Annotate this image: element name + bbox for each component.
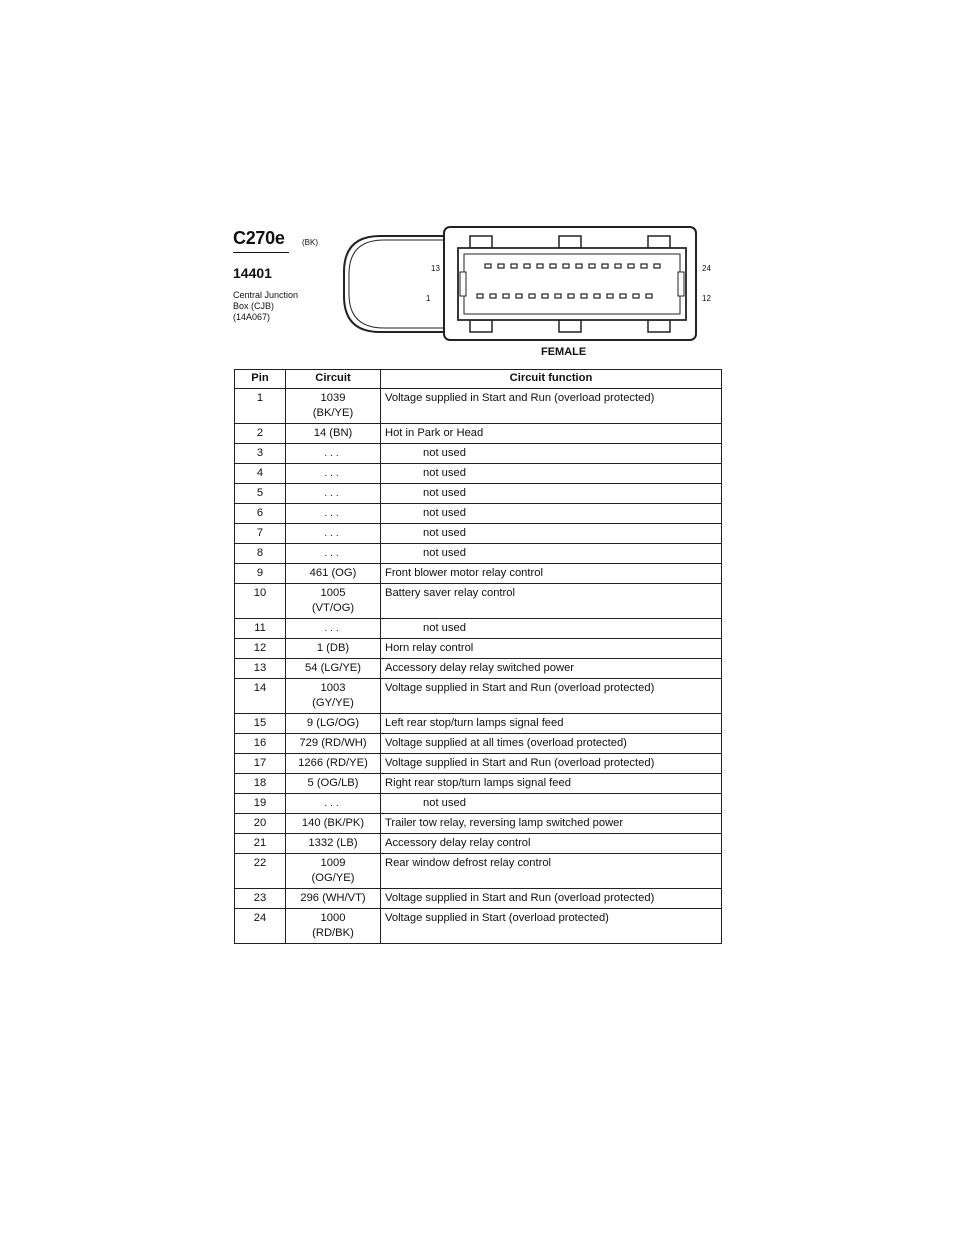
pin-label-13: 13 <box>431 264 440 273</box>
circuit-function: not used <box>381 504 722 524</box>
pin-number: 3 <box>235 444 286 464</box>
pin-number: 9 <box>235 564 286 584</box>
circuit-function: not used <box>381 524 722 544</box>
circuit-text: 729 (RD/WH) <box>299 737 367 749</box>
pin-number: 6 <box>235 504 286 524</box>
table-row <box>235 909 722 944</box>
table-row <box>235 679 722 714</box>
header-circuit: Circuit <box>286 370 381 389</box>
pin-number: 18 <box>235 774 286 794</box>
circuit-function: not used <box>381 484 722 504</box>
table-row <box>235 889 722 909</box>
pin-number: 1 <box>235 389 286 424</box>
circuit-text: (VT/OG) <box>311 602 355 614</box>
table-row <box>235 504 722 524</box>
circuit-cell <box>286 424 381 444</box>
circuit-text: ... <box>324 798 342 809</box>
circuit-cell <box>286 464 381 484</box>
circuit-cell <box>286 774 381 794</box>
circuit-function: Accessory delay relay control <box>381 834 722 854</box>
circuit-text: ... <box>324 623 342 634</box>
table-row <box>235 794 722 814</box>
table-row <box>235 544 722 564</box>
table-row <box>235 464 722 484</box>
circuit-function: Voltage supplied in Start and Run (overload protected) <box>381 389 722 424</box>
part-number: 14401 <box>233 265 272 281</box>
circuit-text: 14 (BN) <box>313 427 353 439</box>
pin-number: 16 <box>235 734 286 754</box>
circuit-cell <box>286 484 381 504</box>
circuit-text: ... <box>324 468 342 479</box>
table-row <box>235 659 722 679</box>
circuit-text: (GY/YE) <box>312 697 354 709</box>
pin-number: 15 <box>235 714 286 734</box>
description-line: Central Junction <box>233 290 299 300</box>
description-line: Box (CJB) <box>233 301 275 311</box>
circuit-cell <box>286 714 381 734</box>
circuit-function: Front blower motor relay control <box>381 564 722 584</box>
circuit-function: Rear window defrost relay control <box>381 854 722 889</box>
circuit-cell <box>286 854 381 889</box>
circuit-function: not used <box>381 619 722 639</box>
pin-number: 2 <box>235 424 286 444</box>
table-row <box>235 814 722 834</box>
circuit-function: Voltage supplied in Start and Run (overload protected) <box>381 889 722 909</box>
circuit-text: 5 (OG/LB) <box>307 777 359 789</box>
circuit-function: not used <box>381 464 722 484</box>
table-row <box>235 834 722 854</box>
circuit-text: 1332 (LB) <box>308 837 358 849</box>
circuit-text: 1039 <box>320 392 346 404</box>
circuit-text: (OG/YE) <box>311 872 355 884</box>
table-row <box>235 754 722 774</box>
circuit-cell <box>286 814 381 834</box>
circuit-cell <box>286 544 381 564</box>
circuit-cell <box>286 389 381 424</box>
circuit-text: 461 (OG) <box>309 567 357 579</box>
pin-number: 14 <box>235 679 286 714</box>
circuit-function: Trailer tow relay, reversing lamp switched power <box>381 814 722 834</box>
pin-label-1: 1 <box>426 294 431 303</box>
table-row <box>235 444 722 464</box>
circuit-cell <box>286 444 381 464</box>
connector-header <box>233 228 343 322</box>
circuit-function: Right rear stop/turn lamps signal feed <box>381 774 722 794</box>
pin-number: 12 <box>235 639 286 659</box>
circuit-function: Left rear stop/turn lamps signal feed <box>381 714 722 734</box>
circuit-cell <box>286 619 381 639</box>
pin-number: 22 <box>235 854 286 889</box>
circuit-text: 1266 (RD/YE) <box>298 757 368 769</box>
circuit-function: Hot in Park or Head <box>381 424 722 444</box>
circuit-function: Voltage supplied in Start and Run (overload protected) <box>381 754 722 774</box>
connector-housing-tab <box>344 236 444 332</box>
circuit-cell <box>286 794 381 814</box>
pinout-table <box>234 369 722 944</box>
circuit-function: Voltage supplied at all times (overload protected) <box>381 734 722 754</box>
circuit-text: 54 (LG/YE) <box>305 662 361 674</box>
circuit-text: 296 (WH/VT) <box>300 892 366 904</box>
circuit-cell <box>286 524 381 544</box>
description-line: (14A067) <box>233 312 271 322</box>
pinout-table-body <box>235 389 722 944</box>
circuit-text: 9 (LG/OG) <box>306 717 360 729</box>
circuit-cell <box>286 564 381 584</box>
circuit-function: Voltage supplied in Start (overload protected) <box>381 909 722 944</box>
circuit-function: not used <box>381 544 722 564</box>
table-row <box>235 854 722 889</box>
connector-gender-label: FEMALE <box>541 346 587 358</box>
circuit-text: (RD/BK) <box>312 927 354 939</box>
table-row <box>235 524 722 544</box>
circuit-text: ... <box>324 548 342 559</box>
circuit-text: ... <box>324 528 342 539</box>
pin-number: 7 <box>235 524 286 544</box>
pin-number: 5 <box>235 484 286 504</box>
circuit-cell <box>286 834 381 854</box>
circuit-text: 1003 <box>320 682 346 694</box>
connector-id: C270e <box>233 228 285 248</box>
connector-cavity <box>458 248 686 320</box>
circuit-cell <box>286 639 381 659</box>
connector-description <box>233 290 298 323</box>
circuit-function: not used <box>381 794 722 814</box>
circuit-function: Voltage supplied in Start and Run (overload protected) <box>381 679 722 714</box>
pin-number: 19 <box>235 794 286 814</box>
circuit-text: ... <box>324 488 342 499</box>
pin-number: 4 <box>235 464 286 484</box>
circuit-function: Horn relay control <box>381 639 722 659</box>
circuit-cell <box>286 659 381 679</box>
circuit-text: ... <box>324 448 342 459</box>
table-row <box>235 774 722 794</box>
table-row <box>235 619 722 639</box>
connector-id-underline <box>233 252 289 253</box>
circuit-text: 1009 <box>320 857 346 869</box>
circuit-text: (BK/YE) <box>312 407 354 419</box>
table-row <box>235 639 722 659</box>
pin-number: 11 <box>235 619 286 639</box>
connector-color: (BK) <box>302 238 318 247</box>
circuit-cell <box>286 734 381 754</box>
circuit-cell <box>286 679 381 714</box>
circuit-text: ... <box>324 508 342 519</box>
circuit-text: 1000 <box>320 912 346 924</box>
table-row <box>235 714 722 734</box>
pin-number: 10 <box>235 584 286 619</box>
circuit-cell <box>286 889 381 909</box>
pin-number: 21 <box>235 834 286 854</box>
table-row <box>235 584 722 619</box>
table-row <box>235 389 722 424</box>
connector-face-diagram <box>340 224 720 344</box>
header-pin: Pin <box>235 370 286 389</box>
circuit-cell <box>286 504 381 524</box>
pin-label-24: 24 <box>702 264 711 273</box>
pin-number: 24 <box>235 909 286 944</box>
circuit-text: 1005 <box>320 587 346 599</box>
pin-number: 17 <box>235 754 286 774</box>
circuit-cell <box>286 754 381 774</box>
pin-number: 13 <box>235 659 286 679</box>
circuit-function: Accessory delay relay switched power <box>381 659 722 679</box>
pin-number: 8 <box>235 544 286 564</box>
pin-number: 20 <box>235 814 286 834</box>
table-row <box>235 564 722 584</box>
circuit-text: 140 (BK/PK) <box>301 817 365 829</box>
table-row <box>235 734 722 754</box>
circuit-cell <box>286 584 381 619</box>
table-row <box>235 484 722 504</box>
pin-number: 23 <box>235 889 286 909</box>
header-circuit-function: Circuit function <box>381 370 722 389</box>
table-row <box>235 424 722 444</box>
circuit-cell <box>286 909 381 944</box>
pin-label-12: 12 <box>702 294 711 303</box>
circuit-function: Battery saver relay control <box>381 584 722 619</box>
circuit-function: not used <box>381 444 722 464</box>
circuit-text: 1 (DB) <box>316 642 350 654</box>
